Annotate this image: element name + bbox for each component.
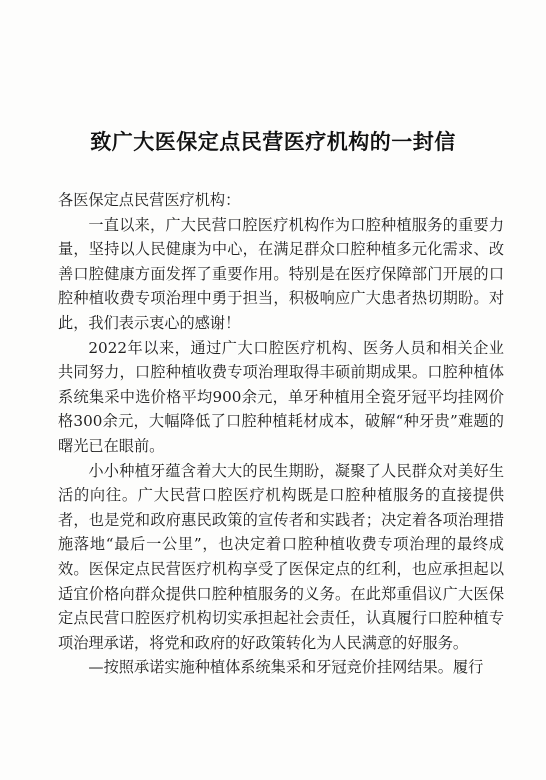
paragraph-3: 小小种植牙蕴含着大大的民生期盼，凝聚了人民群众对美好生活的向往。广大民营口腔医疗机构既是口腔种植服务的直接提供者，也是党和政府惠民政策的宣传者和实践者；决定着各项治理措施落地“最后一公里”，也决定着口腔种植收费专项治理的最终成效。医保定点民营医疗机构享受了医保定点的红利，也应承担起以适宜价格向群众提供口腔种植服务的义务。在此郑重倡议广大医保定点民营口腔医疗机构切实承担起社会责任，认真履行口腔种植专项治理承诺，将党和政府的好政策转化为人民满意的好服务。 <box>58 461 504 652</box>
page-title: 致广大医保定点民营医疗机构的一封信 <box>90 129 456 154</box>
letter-body <box>58 188 504 680</box>
paragraph-2: 2022年以来，通过广大口腔医疗机构、医务人员和相关企业共同努力，口腔种植收费专项治理取得丰硕前期成果。口腔种植体系统集采中选价格平均900余元，单牙种植用全瓷牙冠平均挂网价格300余元，大幅降低了口腔种植耗材成本，破解“种牙贵”难题的曙光已在眼前。 <box>58 338 504 455</box>
paragraph-4: —按照承诺实施种植体系统集采和牙冠竞价挂网结果。履行 <box>88 658 484 677</box>
paragraph-1: 一直以来，广大民营口腔医疗机构作为口腔种植服务的重要力量，坚持以人民健康为中心，在满足群众口腔种植多元化需求、改善口腔健康方面发挥了重要作用。特别是在医疗保障部门开展的口腔种植收费专项治理中勇于担当，积极响应广大患者热切期盼。对此，我们表示衷心的感谢！ <box>58 215 504 332</box>
salutation: 各医保定点民营医疗机构： <box>58 191 241 209</box>
